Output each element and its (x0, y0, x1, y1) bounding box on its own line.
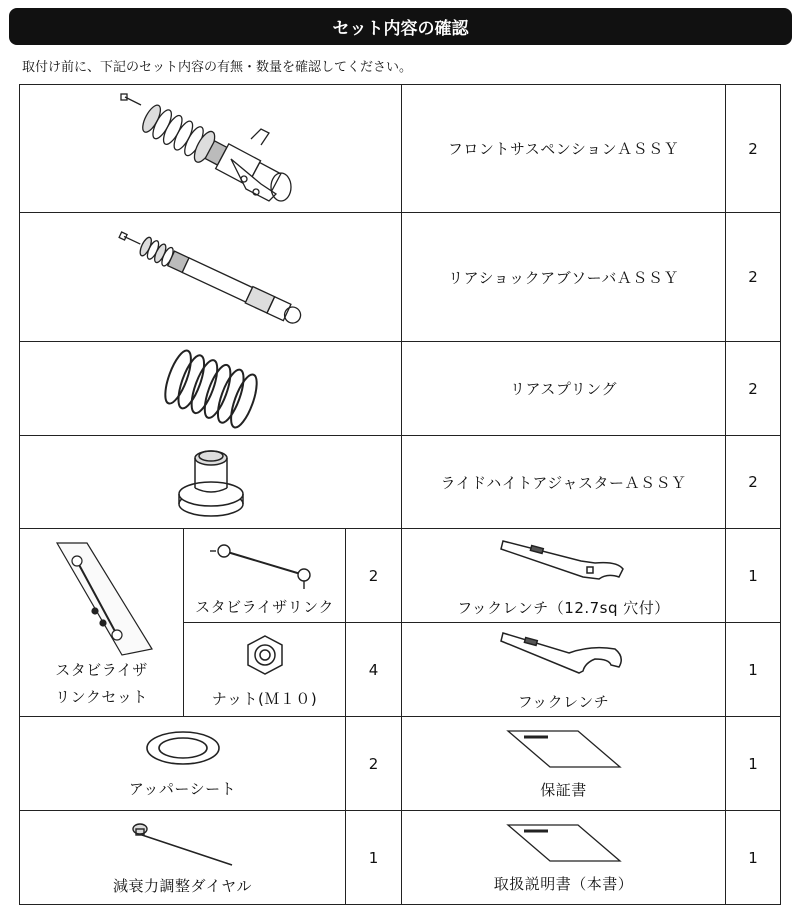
section-title-bar (9, 8, 792, 45)
damping-dial-illustration (128, 819, 238, 869)
item-name: 取扱説明書（本書） (493, 875, 634, 893)
instruction-manual-qty-cell (725, 810, 781, 905)
stabilizer-link-illustration (210, 535, 320, 590)
nut-illustration (240, 630, 290, 680)
item-quantity: 2 (748, 139, 758, 158)
hook-wrench-sq-illustration (499, 533, 629, 589)
stabilizer-link-qty-cell (345, 528, 402, 623)
item-row-4-qty-cell (725, 435, 781, 529)
item-quantity: 2 (368, 754, 379, 773)
item-name: ナット(Ｍ１０) (211, 690, 318, 708)
front-suspension-illustration (111, 89, 311, 209)
intro-text: 取付け前に、下記のセット内容の有無・数量を確認してください。 (22, 60, 413, 75)
item-quantity: 4 (368, 660, 379, 679)
item-name: ライドハイトアジャスターＡＳＳＹ (440, 473, 687, 492)
warranty-card-cell (401, 716, 726, 811)
item-row-1-qty-cell (725, 84, 781, 213)
item-name: アッパーシート (128, 780, 237, 798)
rear-spring-image-cell (19, 341, 402, 436)
item-row-4-name-cell (401, 435, 726, 529)
stabilizer-set-label-line1: スタビライザ (55, 660, 148, 679)
damping-dial-qty-cell (345, 810, 402, 905)
warranty-card-illustration (504, 727, 624, 771)
instruction-manual-illustration (504, 821, 624, 865)
ride-height-adjuster-image-cell (19, 435, 402, 529)
damping-dial-cell (19, 810, 346, 905)
instruction-manual-cell (401, 810, 726, 905)
item-row-2-qty-cell (725, 212, 781, 342)
item-quantity: 1 (748, 660, 758, 679)
item-row-3-name-cell (401, 341, 726, 436)
item-name: リアスプリング (509, 380, 617, 398)
item-name: 保証書 (540, 781, 587, 799)
front-suspension-image-cell (19, 84, 402, 213)
nut-qty-cell (345, 622, 402, 717)
hook-wrench-cell (401, 622, 726, 717)
stabilizer-link-cell (183, 528, 346, 623)
item-quantity: 1 (368, 848, 379, 867)
item-name: フックレンチ（12.7sq 穴付） (457, 599, 670, 617)
stabilizer-link-set-cell (19, 528, 184, 717)
hook-wrench-sq-qty-cell (725, 528, 781, 623)
item-quantity: 2 (368, 566, 379, 585)
stabilizer-set-label-line2: リンクセット (55, 687, 148, 706)
section-title: セット内容の確認 (332, 19, 469, 39)
stabilizer-link-set-illustration (47, 539, 157, 659)
upper-seat-cell (19, 716, 346, 811)
item-row-2-name-cell (401, 212, 726, 342)
item-quantity: 2 (748, 379, 758, 398)
ride-height-adjuster-illustration (171, 442, 251, 522)
hook-wrench-illustration (499, 627, 629, 683)
upper-seat-illustration (143, 728, 223, 768)
item-row-1-name-cell (401, 84, 726, 213)
warranty-card-qty-cell (725, 716, 781, 811)
nut-cell (183, 622, 346, 717)
item-quantity: 1 (748, 848, 758, 867)
rear-shock-illustration (111, 222, 311, 332)
upper-seat-qty-cell (345, 716, 402, 811)
item-name: スタビライザリンク (195, 597, 334, 616)
item-quantity: 1 (748, 566, 758, 585)
hook-wrench-qty-cell (725, 622, 781, 717)
item-name: フックレンチ (517, 693, 610, 711)
item-quantity: 2 (748, 268, 758, 286)
rear-spring-illustration (156, 344, 266, 434)
hook-wrench-sq-cell (401, 528, 726, 623)
item-name: 減衰力調整ダイヤル (112, 877, 253, 895)
rear-shock-image-cell (19, 212, 402, 342)
item-name: リアショックアブソーバＡＳＳＹ (448, 268, 679, 287)
item-quantity: 1 (748, 754, 758, 773)
item-name: フロントサスペンションＡＳＳＹ (447, 140, 680, 158)
item-row-3-qty-cell (725, 341, 781, 436)
item-quantity: 2 (748, 473, 758, 491)
